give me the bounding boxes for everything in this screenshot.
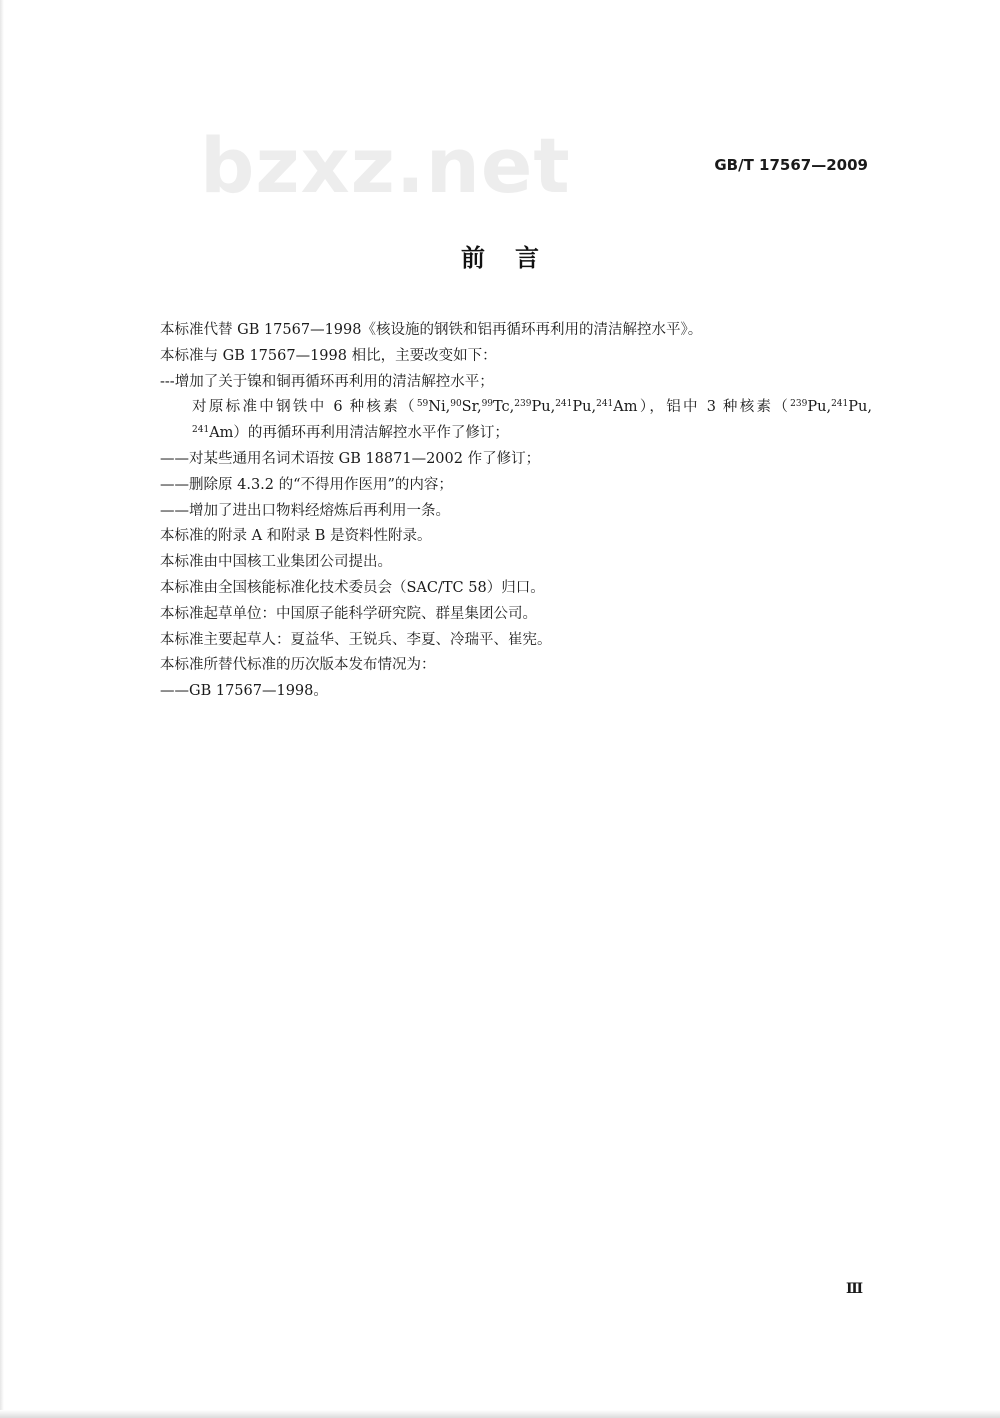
nuclide-mass: 239 [514, 399, 532, 410]
nuclide-symbol: Am [613, 399, 638, 416]
paragraph: 本标准所替代标准的历次版本发布情况为： [160, 657, 436, 674]
nuclide [514, 399, 555, 415]
list-item: ——GB 17567—1998。 [160, 683, 328, 700]
page-number: Ⅲ [846, 1281, 864, 1297]
nuclide [450, 399, 481, 415]
nuclide-symbol: Pu, [848, 399, 872, 416]
nuclide-list-aluminium [790, 399, 872, 415]
nuclide-symbol: Am [209, 425, 234, 442]
standard-number: GB/T 17567—2009 [714, 156, 868, 174]
nuclide-symbol: Pu, [807, 399, 832, 416]
paragraph: 本标准起草单位：中国原子能科学研究院、群星集团公司。 [160, 605, 537, 622]
nuclide [790, 399, 831, 415]
nuclide-mass: 90 [450, 399, 462, 410]
nuclide-symbol: Pu, [531, 399, 556, 416]
nuclide [555, 399, 596, 415]
list-item: ---增加了关于镍和铜再循环再利用的清洁解控水平； [160, 373, 494, 390]
text-fragment: ）的再循环再利用清洁解控水平作了修订； [233, 425, 509, 442]
paragraph: 本标准与 GB 17567—1998 相比，主要改变如下： [160, 347, 497, 364]
list-item: ——对某些通用名词术语按 GB 18871—2002 作了修订； [160, 450, 541, 467]
nuclide-mass: 241 [192, 425, 210, 436]
nuclide-symbol: Ni, [428, 399, 451, 416]
nuclide [417, 399, 450, 415]
nuclide-mass: 59 [416, 399, 429, 410]
list-item: ——增加了进出口物料经熔炼后再利用一条。 [160, 502, 450, 519]
nuclide [596, 399, 637, 415]
nuclide [192, 425, 233, 441]
foreword-body [160, 318, 872, 705]
nuclide-mass: 241 [831, 399, 849, 410]
nuclide-symbol: Tc, [493, 399, 515, 416]
paragraph: 本标准的附录 A 和附录 B 是资料性附录。 [160, 528, 432, 545]
nuclide-symbol: Sr, [461, 399, 482, 416]
nuclide-list-steel [417, 399, 638, 415]
paragraph: 本标准代替 GB 17567—1998《核设施的钢铁和铝再循环再利用的清洁解控水平》。 [160, 322, 703, 338]
page-edge-bottom [0, 1410, 1000, 1418]
text-fragment: 对原标准中钢铁中 6 种核素（ [192, 399, 417, 416]
nuclide [482, 399, 515, 415]
page-title: 前言 [461, 244, 569, 272]
watermark: bzxz.net [200, 121, 571, 210]
nuclide [831, 399, 872, 415]
list-item-continuation [160, 395, 872, 421]
text-fragment: ），铝中 3 种核素（ [637, 399, 791, 416]
nuclide-mass: 241 [555, 399, 573, 410]
page-edge-left [0, 0, 4, 1418]
nuclide-mass: 239 [790, 399, 808, 410]
paragraph: 本标准由全国核能标准化技术委员会（SAC/TC 58）归口。 [160, 579, 545, 596]
paragraph: 本标准主要起草人：夏益华、王锐兵、李夏、冷瑞平、崔宪。 [160, 631, 552, 648]
nuclide-mass: 241 [596, 399, 614, 410]
list-item: ——删除原 4.3.2 的“不得用作医用”的内容； [160, 476, 453, 493]
list-item-continuation [160, 421, 872, 447]
nuclide-symbol: Pu, [572, 399, 597, 416]
paragraph: 本标准由中国核工业集团公司提出。 [160, 554, 392, 571]
nuclide-mass: 99 [481, 399, 494, 410]
